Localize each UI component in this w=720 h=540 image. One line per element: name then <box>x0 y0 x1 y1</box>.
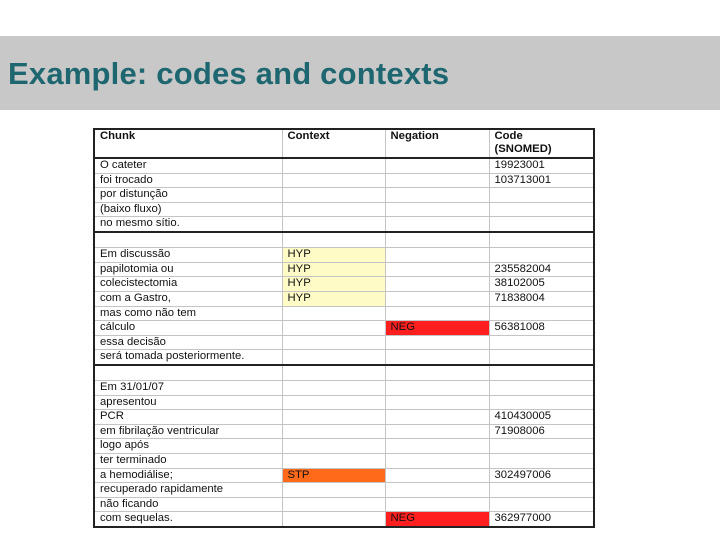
slide-title: Example: codes and contexts <box>8 56 450 91</box>
table-row <box>94 381 594 396</box>
table-row <box>94 158 594 173</box>
spacer-cell <box>94 365 282 381</box>
cell-negation <box>385 395 489 410</box>
header-chunk: Chunk <box>94 129 282 158</box>
cell-context <box>282 217 385 232</box>
cell-chunk: apresentou <box>94 395 282 410</box>
cell-negation <box>385 424 489 439</box>
cell-negation <box>385 277 489 292</box>
spacer-cell <box>385 232 489 248</box>
cell-chunk: papilotomia ou <box>94 262 282 277</box>
cell-negation <box>385 410 489 425</box>
cell-chunk: com a Gastro, <box>94 291 282 306</box>
cell-context <box>282 188 385 203</box>
spacer-row <box>94 365 594 381</box>
table-row <box>94 202 594 217</box>
cell-code <box>489 381 594 396</box>
cell-chunk: ter terminado <box>94 454 282 469</box>
cell-chunk: em fibrilação ventricular <box>94 424 282 439</box>
cell-code <box>489 439 594 454</box>
cell-chunk: Em 31/01/07 <box>94 381 282 396</box>
cell-negation <box>385 335 489 350</box>
cell-negation <box>385 350 489 365</box>
table-row <box>94 248 594 263</box>
cell-code <box>489 497 594 512</box>
spacer-cell <box>94 232 282 248</box>
cell-negation <box>385 217 489 232</box>
table-row <box>94 306 594 321</box>
table-row <box>94 291 594 306</box>
spacer-cell <box>282 232 385 248</box>
cell-negation <box>385 468 489 483</box>
header-code <box>489 129 594 158</box>
header-negation: Negation <box>385 129 489 158</box>
cell-code: 302497006 <box>489 468 594 483</box>
table-row <box>94 512 594 527</box>
codes-table <box>93 128 595 528</box>
spacer-cell <box>489 365 594 381</box>
header-code-line1: Code <box>494 130 523 142</box>
cell-context <box>282 173 385 188</box>
cell-chunk: mas como não tem <box>94 306 282 321</box>
table-row <box>94 410 594 425</box>
cell-code <box>489 248 594 263</box>
cell-code <box>489 395 594 410</box>
spacer-cell <box>489 232 594 248</box>
header-row <box>94 129 594 158</box>
cell-code: 71838004 <box>489 291 594 306</box>
cell-negation <box>385 306 489 321</box>
cell-chunk: colecistectomia <box>94 277 282 292</box>
cell-negation <box>385 291 489 306</box>
cell-negation: NEG <box>385 512 489 527</box>
cell-code <box>489 335 594 350</box>
cell-chunk: não ficando <box>94 497 282 512</box>
cell-chunk: (baixo fluxo) <box>94 202 282 217</box>
cell-context <box>282 321 385 336</box>
table-row <box>94 439 594 454</box>
cell-code: 38102005 <box>489 277 594 292</box>
cell-negation <box>385 381 489 396</box>
cell-chunk: Em discussão <box>94 248 282 263</box>
cell-context <box>282 439 385 454</box>
cell-negation <box>385 188 489 203</box>
cell-context <box>282 306 385 321</box>
cell-context <box>282 395 385 410</box>
cell-context <box>282 350 385 365</box>
table-row <box>94 454 594 469</box>
cell-chunk: no mesmo sítio. <box>94 217 282 232</box>
cell-negation <box>385 248 489 263</box>
cell-negation <box>385 262 489 277</box>
cell-code: 410430005 <box>489 410 594 425</box>
cell-context: HYP <box>282 291 385 306</box>
table-row <box>94 262 594 277</box>
cell-code: 71908006 <box>489 424 594 439</box>
cell-context <box>282 158 385 173</box>
table-row <box>94 483 594 498</box>
spacer-cell <box>385 365 489 381</box>
cell-chunk: a hemodiálise; <box>94 468 282 483</box>
cell-context: STP <box>282 468 385 483</box>
table-row <box>94 468 594 483</box>
cell-chunk: foi trocado <box>94 173 282 188</box>
cell-context: HYP <box>282 248 385 263</box>
cell-context <box>282 483 385 498</box>
cell-code: 362977000 <box>489 512 594 527</box>
cell-chunk: logo após <box>94 439 282 454</box>
cell-context <box>282 335 385 350</box>
cell-context <box>282 454 385 469</box>
cell-code <box>489 306 594 321</box>
cell-chunk: O cateter <box>94 158 282 173</box>
cell-context <box>282 381 385 396</box>
cell-chunk: essa decisão <box>94 335 282 350</box>
table-body <box>94 158 594 527</box>
table-row <box>94 350 594 365</box>
cell-negation <box>385 454 489 469</box>
table-row <box>94 497 594 512</box>
header-code-line2: (SNOMED) <box>494 143 552 155</box>
cell-context: HYP <box>282 277 385 292</box>
cell-chunk: por distunção <box>94 188 282 203</box>
cell-code: 56381008 <box>489 321 594 336</box>
spacer-row <box>94 232 594 248</box>
cell-chunk: PCR <box>94 410 282 425</box>
table-row <box>94 395 594 410</box>
table-row <box>94 424 594 439</box>
cell-code <box>489 454 594 469</box>
cell-negation <box>385 202 489 217</box>
cell-context <box>282 202 385 217</box>
cell-context <box>282 512 385 527</box>
cell-context <box>282 424 385 439</box>
table-row <box>94 335 594 350</box>
cell-code: 19923001 <box>489 158 594 173</box>
cell-context <box>282 497 385 512</box>
cell-code: 235582004 <box>489 262 594 277</box>
cell-chunk: com sequelas. <box>94 512 282 527</box>
cell-negation: NEG <box>385 321 489 336</box>
cell-negation <box>385 483 489 498</box>
cell-chunk: cálculo <box>94 321 282 336</box>
table-row <box>94 173 594 188</box>
cell-negation <box>385 439 489 454</box>
cell-code <box>489 483 594 498</box>
cell-code <box>489 217 594 232</box>
table-row <box>94 321 594 336</box>
cell-negation <box>385 497 489 512</box>
cell-context <box>282 410 385 425</box>
table-row <box>94 217 594 232</box>
cell-code: 103713001 <box>489 173 594 188</box>
cell-code <box>489 202 594 217</box>
cell-negation <box>385 173 489 188</box>
table-row <box>94 188 594 203</box>
table-row <box>94 277 594 292</box>
cell-chunk: será tomada posteriormente. <box>94 350 282 365</box>
header-context: Context <box>282 129 385 158</box>
cell-chunk: recuperado rapidamente <box>94 483 282 498</box>
cell-code <box>489 188 594 203</box>
cell-context: HYP <box>282 262 385 277</box>
spacer-cell <box>282 365 385 381</box>
cell-code <box>489 350 594 365</box>
cell-negation <box>385 158 489 173</box>
